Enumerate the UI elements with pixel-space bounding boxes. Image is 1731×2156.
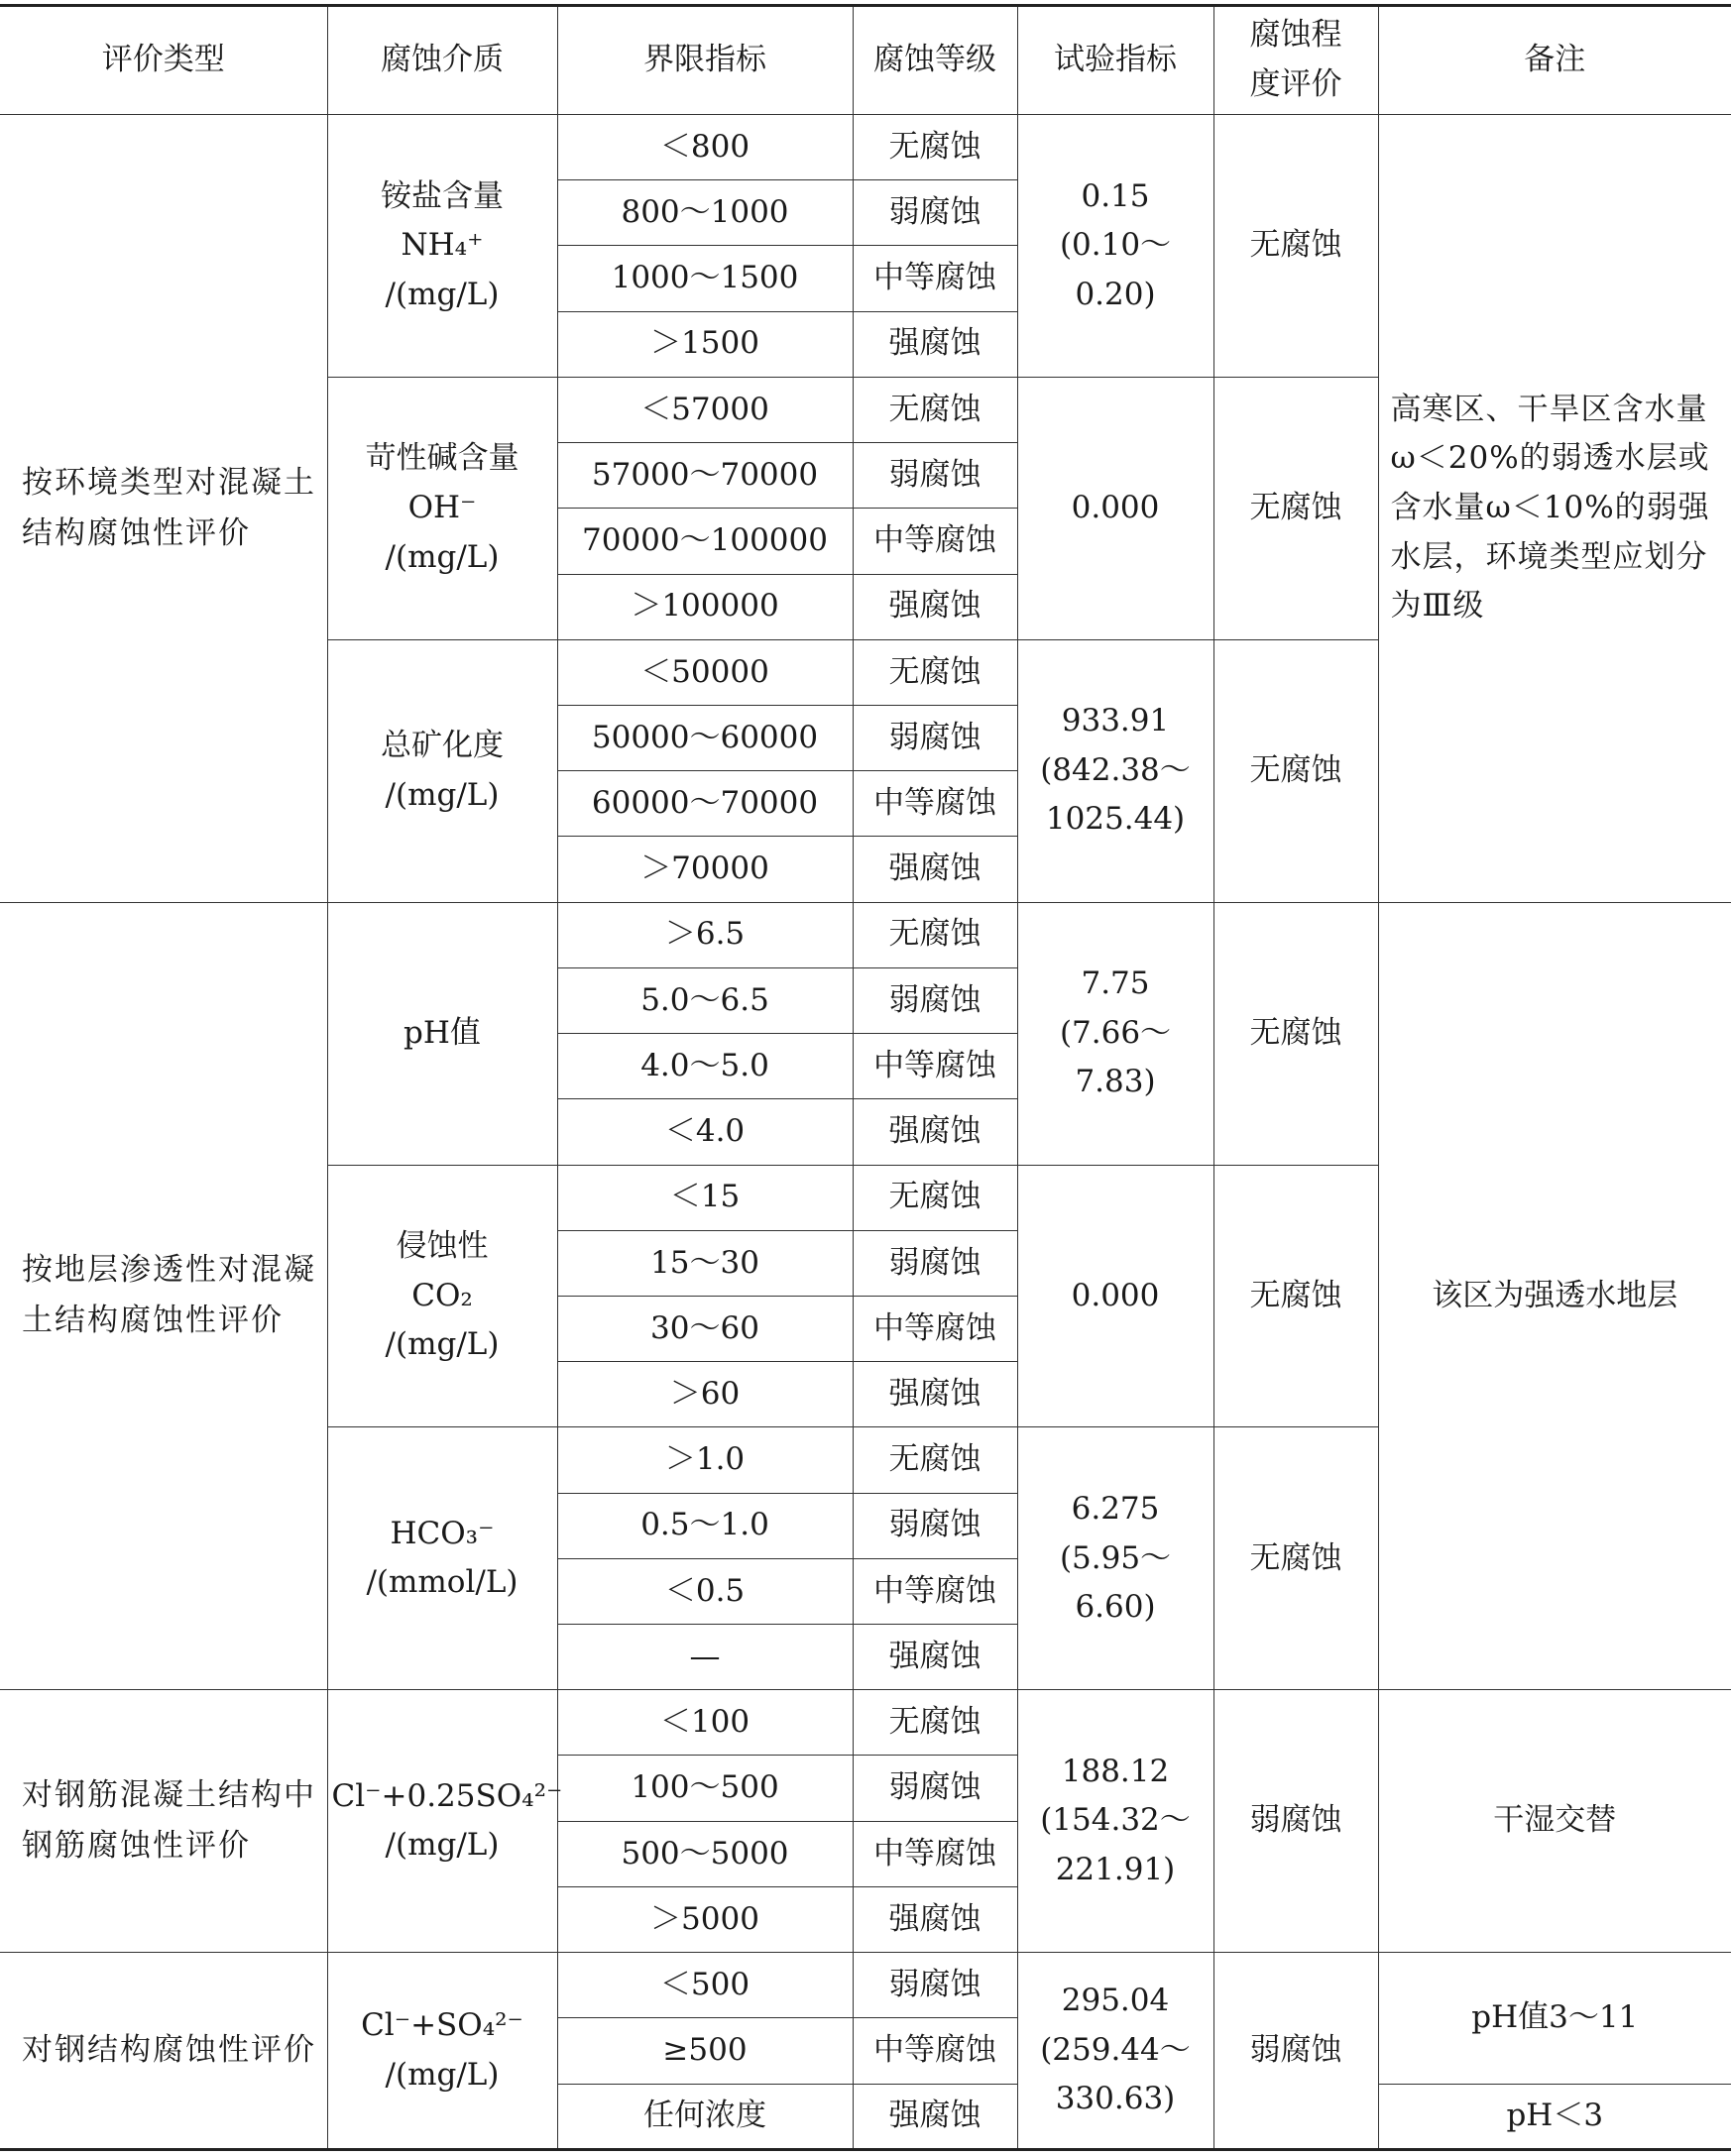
grade-cell: 弱腐蚀 [853, 967, 1017, 1033]
grade-cell: 无腐蚀 [853, 902, 1017, 967]
grade-cell: 中等腐蚀 [853, 246, 1017, 311]
limit-cell: ＞5000 [557, 1886, 853, 1952]
grade-cell: 无腐蚀 [853, 1165, 1017, 1230]
category-cell: 按地层渗透性对混凝土结构腐蚀性评价 [0, 902, 327, 1690]
header-remarks: 备注 [1378, 6, 1731, 115]
limit-cell: 30～60 [557, 1296, 853, 1361]
grade-cell: 无腐蚀 [853, 639, 1017, 705]
limit-cell: ＜15 [557, 1165, 853, 1230]
limit-cell: ＞100000 [557, 574, 853, 639]
test-value-cell: 188.12 (154.32～ 221.91) [1017, 1690, 1213, 1953]
grade-cell: 弱腐蚀 [853, 443, 1017, 509]
category-cell: 对钢结构腐蚀性评价 [0, 1953, 327, 2150]
test-value-cell: 0.000 [1017, 377, 1213, 639]
degree-eval-cell: 无腐蚀 [1213, 377, 1378, 639]
limit-cell: ＜0.5 [557, 1558, 853, 1624]
remark-cell: 干湿交替 [1378, 1690, 1731, 1953]
test-value-cell: 7.75 (7.66～ 7.83) [1017, 902, 1213, 1165]
grade-cell: 强腐蚀 [853, 574, 1017, 639]
degree-eval-cell: 无腐蚀 [1213, 1427, 1378, 1690]
limit-cell: 1000～1500 [557, 246, 853, 311]
test-value-cell: 0.15 (0.10～ 0.20) [1017, 115, 1213, 378]
header-degree-eval: 腐蚀程 度评价 [1213, 6, 1378, 115]
grade-cell: 强腐蚀 [853, 2084, 1017, 2149]
header-limit: 界限指标 [557, 6, 853, 115]
limit-cell: 4.0～5.0 [557, 1034, 853, 1099]
grade-cell: 无腐蚀 [853, 1427, 1017, 1493]
limit-cell: 70000～100000 [557, 509, 853, 574]
grade-cell: 中等腐蚀 [853, 2018, 1017, 2084]
medium-cell: 侵蚀性 CO₂ /(mg/L) [327, 1165, 557, 1427]
header-test-value: 试验指标 [1017, 6, 1213, 115]
category-cell: 按环境类型对混凝土结构腐蚀性评价 [0, 115, 327, 903]
table-row [0, 1690, 1731, 1756]
limit-cell: 5.0～6.5 [557, 967, 853, 1033]
grade-cell: 弱腐蚀 [853, 1756, 1017, 1821]
remark-cell: pH＜3 [1378, 2084, 1731, 2149]
grade-cell: 中等腐蚀 [853, 771, 1017, 837]
limit-cell: ＜57000 [557, 377, 853, 442]
limit-cell: 60000～70000 [557, 771, 853, 837]
degree-eval-cell: 无腐蚀 [1213, 902, 1378, 1165]
header-row [0, 6, 1731, 115]
grade-cell: 强腐蚀 [853, 1625, 1017, 1690]
test-value-cell: 933.91 (842.38～ 1025.44) [1017, 639, 1213, 902]
limit-cell: ＜500 [557, 1953, 853, 2018]
header-medium: 腐蚀介质 [327, 6, 557, 115]
table-row [0, 902, 1731, 967]
limit-cell: 57000～70000 [557, 443, 853, 509]
grade-cell: 弱腐蚀 [853, 180, 1017, 246]
limit-cell: ＜100 [557, 1690, 853, 1756]
medium-cell: Cl⁻+0.25SO₄²⁻ /(mg/L) [327, 1690, 557, 1953]
limit-cell: 800～1000 [557, 180, 853, 246]
degree-eval-cell: 无腐蚀 [1213, 115, 1378, 378]
grade-cell: 弱腐蚀 [853, 1230, 1017, 1296]
medium-cell: 总矿化度 /(mg/L) [327, 639, 557, 902]
remark-cell: 高寒区、干旱区含水量ω＜20%的弱透水层或含水量ω＜10%的弱强水层，环境类型应划分为Ⅲ级 [1378, 115, 1731, 903]
limit-cell: ＞60 [557, 1362, 853, 1427]
grade-cell: 强腐蚀 [853, 1886, 1017, 1952]
limit-cell: 500～5000 [557, 1821, 853, 1886]
limit-cell: 50000～60000 [557, 705, 853, 770]
limit-cell: ＞6.5 [557, 902, 853, 967]
medium-cell: pH值 [327, 902, 557, 1165]
grade-cell: 强腐蚀 [853, 1362, 1017, 1427]
grade-cell: 无腐蚀 [853, 115, 1017, 180]
grade-cell: 无腐蚀 [853, 377, 1017, 442]
medium-cell: HCO₃⁻ /(mmol/L) [327, 1427, 557, 1690]
degree-eval-cell: 无腐蚀 [1213, 639, 1378, 902]
header-eval-type: 评价类型 [0, 6, 327, 115]
limit-cell: ＞70000 [557, 837, 853, 902]
remark-cell: 该区为强透水地层 [1378, 902, 1731, 1690]
limit-cell: — [557, 1625, 853, 1690]
grade-cell: 弱腐蚀 [853, 1493, 1017, 1558]
grade-cell: 强腐蚀 [853, 1099, 1017, 1165]
limit-cell: 0.5～1.0 [557, 1493, 853, 1558]
grade-cell: 弱腐蚀 [853, 705, 1017, 770]
test-value-cell: 6.275 (5.95～ 6.60) [1017, 1427, 1213, 1690]
limit-cell: ＞1.0 [557, 1427, 853, 1493]
degree-eval-cell: 弱腐蚀 [1213, 1690, 1378, 1953]
grade-cell: 强腐蚀 [853, 837, 1017, 902]
limit-cell: ＜800 [557, 115, 853, 180]
grade-cell: 中等腐蚀 [853, 1821, 1017, 1886]
grade-cell: 中等腐蚀 [853, 1558, 1017, 1624]
grade-cell: 无腐蚀 [853, 1690, 1017, 1756]
table-row [0, 115, 1731, 180]
category-cell: 对钢筋混凝土结构中钢筋腐蚀性评价 [0, 1690, 327, 1953]
test-value-cell: 0.000 [1017, 1165, 1213, 1427]
table-row [0, 1953, 1731, 2018]
medium-cell: 铵盐含量 NH₄⁺ /(mg/L) [327, 115, 557, 378]
medium-cell: Cl⁻+SO₄²⁻ /(mg/L) [327, 1953, 557, 2150]
grade-cell: 中等腐蚀 [853, 509, 1017, 574]
limit-cell: 任何浓度 [557, 2084, 853, 2149]
header-grade: 腐蚀等级 [853, 6, 1017, 115]
limit-cell: ＞1500 [557, 311, 853, 377]
degree-eval-cell: 弱腐蚀 [1213, 1953, 1378, 2150]
limit-cell: 15～30 [557, 1230, 853, 1296]
grade-cell: 弱腐蚀 [853, 1953, 1017, 2018]
limit-cell: ＜50000 [557, 639, 853, 705]
grade-cell: 中等腐蚀 [853, 1034, 1017, 1099]
limit-cell: ≥500 [557, 2018, 853, 2084]
degree-eval-cell: 无腐蚀 [1213, 1165, 1378, 1427]
grade-cell: 中等腐蚀 [853, 1296, 1017, 1361]
corrosion-evaluation-table [0, 4, 1731, 2151]
grade-cell: 强腐蚀 [853, 311, 1017, 377]
limit-cell: 100～500 [557, 1756, 853, 1821]
remark-cell: pH值3～11 [1378, 1953, 1731, 2084]
limit-cell: ＜4.0 [557, 1099, 853, 1165]
test-value-cell: 295.04 (259.44～ 330.63) [1017, 1953, 1213, 2150]
medium-cell: 苛性碱含量 OH⁻ /(mg/L) [327, 377, 557, 639]
